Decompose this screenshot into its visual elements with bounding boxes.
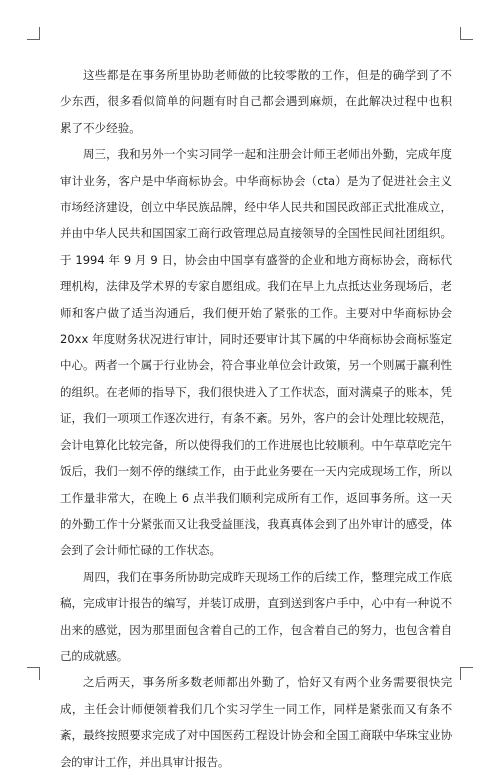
crop-mark-top-right [460,27,473,40]
paragraph-1: 这些都是在事务所里协助老师做的比较零散的工作，但是的确学到了不少东西，很多看似简单的问题有时自己都会遇到麻烦，在此解决过程中也积累了不少经验。 [60,68,452,135]
crop-mark-top-left [27,27,40,40]
paragraph-2: 周三，我和另外一个实习同学一起和注册会计师王老师出外勤，完成年度审计业务，客户是中华商标协会。中华商标协会（cta）是为了促进社会主义市场经济建设，创立中华民族品牌，经中华人民共和国民政部正式批准成立，并由中华人民共和国国家工商行政管理总局直接领导的全国性民间社团组织。于 1994 年 9 月 9 日，协会由中国享有盛誉的企业和地方商标协会，商标代理机构，法律及学术界的专家自愿组成。我们在早上九点抵达业务现场后，老师和客户做了适当沟通后，我们便开始了紧张的工作。主要对中华商标协会 20xx 年度财务状况进行审计，同时还要审计其下属的中华商标协会商标鉴定中心。两者一个属于行业协会，符合事业单位会计政策，另一个则属于赢利性的组织。在老师的指导下，我们很快进入了工作状态，面对满桌子的账本，凭证，我们一项项工作逐次进行，有条不紊。另外，客户的会计处理比较规范，会计电算化比较完备，所以使得我们的工作进展也比较顺利。中午草草吃完午饭后，我们一刻不停的继续工作，由于此业务要在一天内完成现场工作，所以工作量非常大，在晚上 6 点半我们顺利完成所有工作，返回事务所。这一天的外勤工作十分紧张而又让我受益匪浅，我真真体会到了出外审计的感受，体会到了会计师忙碌的工作状态。 [60,147,452,558]
paragraph-4: 之后两天，事务所多数老师都出外勤了，恰好又有两个业务需要很快完成，主任会计师便领着我们几个实习学生一同工作，同样是紧张而又有条不紊，最终按照要求完成了对中国医药工程设计协会和全国工商联中华珠宝业协会的审计工作，并出具审计报告。 [60,675,452,769]
paragraph-3: 周四，我们在事务所协助完成昨天现场工作的后续工作，整理完成工作底稿，完成审计报告的编写，并装订成册，直到送到客户手中，心中有一种说不出来的感觉，因为那里面包含着自己的工作，包含着自己的努力，也包含着自己的成就感。 [60,569,452,663]
crop-mark-bottom-left [27,667,40,680]
crop-mark-bottom-right [460,667,473,680]
document-body [60,62,452,775]
